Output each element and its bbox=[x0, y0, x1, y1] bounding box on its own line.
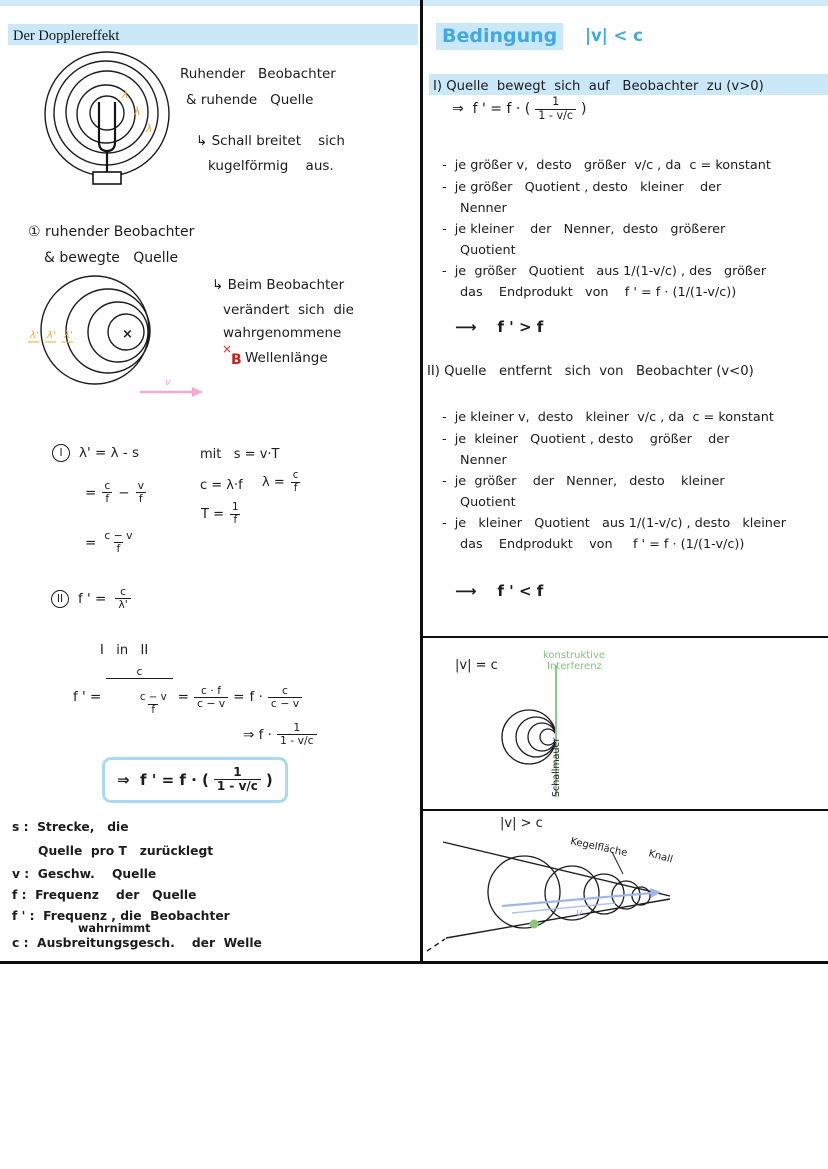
legend-f: f : Frequenz der Quelle bbox=[12, 888, 197, 902]
mit-note: mit s = v·T bbox=[200, 447, 280, 462]
case0-note1: ↳ Schall breitet sich bbox=[196, 133, 345, 149]
aux-lambda-pre: λ = bbox=[262, 474, 285, 490]
lambda-prime-mark: λ' bbox=[30, 330, 39, 341]
aux-T-over-f bbox=[201, 502, 242, 526]
final-formula-box bbox=[102, 757, 288, 803]
roman-one-circled: I bbox=[52, 444, 70, 462]
formula-post: ) bbox=[581, 101, 587, 118]
interference-annotation-line1: konstruktive bbox=[543, 650, 606, 661]
inner-fraction bbox=[137, 692, 170, 716]
frac-num: 1 bbox=[293, 721, 301, 734]
lambda-mark: λ bbox=[134, 105, 141, 118]
aux-lambda-over bbox=[262, 470, 301, 494]
frac-den: 1 - v/c bbox=[277, 734, 317, 747]
bullet-item-continuation: das Endprodukt von f ' = f · (1/(1-v/c)) bbox=[460, 285, 737, 300]
bullet-item: - je größer Quotient aus 1/(1-v/c) , des größer bbox=[442, 264, 767, 279]
case0-line1: Ruhender Beobachter bbox=[180, 66, 336, 82]
eq6-pre: ⇒ f · bbox=[243, 726, 272, 743]
case0-note2: kugelförmig aus. bbox=[208, 158, 334, 174]
wavelength-prime-marks bbox=[28, 330, 73, 342]
final-pre: ⇒ f ' = f · ( bbox=[117, 770, 209, 789]
frac-num: 1 bbox=[552, 95, 560, 108]
eq5c-pre: f · bbox=[249, 689, 263, 706]
bullet-item-continuation: Quotient bbox=[460, 243, 516, 258]
bullet-item: - je größer v, desto größer v/c , da c = konstant bbox=[442, 158, 771, 173]
source-velocity-arrow bbox=[140, 377, 203, 397]
eq5-eq2: = bbox=[233, 689, 245, 706]
frac-den: f bbox=[230, 514, 240, 527]
lambda-prime-mark: λ' bbox=[47, 330, 56, 341]
lambda-mark: λ bbox=[122, 88, 129, 101]
lambda-prime-mark: λ' bbox=[64, 330, 73, 341]
bullet-item-continuation: Nenner bbox=[460, 453, 507, 468]
velocity-label: v bbox=[576, 906, 583, 919]
case0-line2: & ruhende Quelle bbox=[186, 92, 314, 108]
case1-note1: ↳ Beim Beobachter bbox=[212, 277, 345, 293]
bullet-item: - je größer Quotient , desto kleiner der bbox=[442, 180, 722, 195]
bullet-item-continuation: das Endprodukt von f ' = f · (1/(1-v/c)) bbox=[460, 537, 745, 552]
frac-num: c − v bbox=[139, 691, 167, 704]
derivation-step4 bbox=[51, 586, 131, 611]
fraction-c-cv bbox=[268, 685, 302, 710]
frac-num: c bbox=[136, 665, 143, 678]
derivation-step2 bbox=[85, 480, 147, 505]
derivation-substituted bbox=[73, 666, 302, 728]
page-title-highlight bbox=[8, 24, 418, 45]
case-towards-heading-highlight bbox=[429, 74, 828, 95]
fraction-1-1vc bbox=[214, 766, 261, 794]
frac-num: 1 bbox=[231, 501, 239, 513]
frac-den: f bbox=[114, 542, 124, 555]
page-title: Der Dopplereffekt bbox=[13, 28, 120, 44]
bullet-item: - je kleiner v, desto kleiner v/c , da c = konstant bbox=[442, 410, 774, 425]
fraction-cf-cv bbox=[194, 685, 228, 710]
frac-den: 1 - v/c bbox=[214, 779, 261, 793]
frac-den: f bbox=[148, 704, 158, 716]
frac-num: c bbox=[104, 479, 111, 492]
frac-num: 1 bbox=[233, 765, 242, 779]
legend-fprime-line2: wahrnimmt bbox=[78, 922, 151, 935]
eq1-text: λ' = λ - s bbox=[79, 445, 140, 461]
case-towards-formula bbox=[452, 96, 587, 122]
derivation-step6 bbox=[243, 722, 317, 747]
sonic-boom-label: Knall bbox=[647, 848, 674, 866]
sound-barrier-drawing bbox=[430, 645, 630, 805]
fraction-1-f bbox=[229, 502, 242, 526]
bullet-item: - je kleiner Quotient , desto größer der bbox=[442, 432, 730, 447]
condition-title: Bedingung bbox=[442, 25, 558, 47]
eq2-minus: − bbox=[118, 484, 130, 501]
derivation-step3 bbox=[85, 530, 136, 555]
eq5-pre: f ' = bbox=[73, 689, 102, 706]
frac-den: 1 - v/c bbox=[535, 109, 576, 123]
frac-num: v bbox=[137, 479, 144, 492]
sound-barrier-wall-label: Schallmauer bbox=[551, 737, 562, 797]
fraction-1-1vc bbox=[277, 722, 317, 747]
fraction-1-1vc bbox=[535, 96, 576, 122]
case-towards-result: ⟶ f ' > f bbox=[455, 318, 544, 336]
case1-heading1: ① ruhender Beobachter bbox=[28, 224, 195, 240]
moving-source-drawing bbox=[25, 268, 220, 410]
lambda-mark: λ bbox=[146, 122, 153, 135]
legend-fprime-line1: f ' : Frequenz , die Beobachter bbox=[12, 909, 230, 923]
cone-surface-label: Kegelfläche bbox=[569, 836, 629, 859]
section-divider-2 bbox=[422, 809, 828, 811]
frac-num: c bbox=[120, 585, 126, 598]
mach-cone-drawing bbox=[424, 812, 828, 962]
fraction-v-f bbox=[135, 480, 147, 505]
frac-num: c bbox=[282, 683, 288, 697]
bullet-item-continuation: Quotient bbox=[460, 495, 516, 510]
fraction-cv-f bbox=[101, 530, 135, 555]
nested-fraction bbox=[106, 666, 172, 728]
formula-pre: ⇒ f ' = f · ( bbox=[452, 101, 531, 118]
eq5-eq1: = bbox=[177, 689, 189, 706]
fraction-c-lambdaprime bbox=[115, 586, 130, 611]
condition-value: |v| < c bbox=[585, 26, 643, 45]
eq3-pre: = bbox=[85, 534, 97, 551]
eq4-pre: f ' = bbox=[78, 590, 107, 607]
fraction-c-f bbox=[290, 470, 302, 494]
frac-num: c · f bbox=[201, 683, 222, 697]
interference-annotation-line2: Interferenz bbox=[547, 661, 602, 672]
derivation-step1 bbox=[52, 444, 139, 462]
frac-den: c − v bbox=[268, 697, 302, 710]
case1-note3: wahrgenommene bbox=[223, 325, 342, 341]
observer-label: B bbox=[231, 352, 242, 368]
stationary-source-drawing bbox=[30, 50, 190, 195]
frac-den: λ' bbox=[115, 598, 130, 611]
case-away-heading: II) Quelle entfernt sich von Beobachter (v<0) bbox=[427, 364, 754, 379]
case-towards-heading: I) Quelle bewegt sich auf Beobachter zu (v>0) bbox=[433, 79, 764, 94]
observer-cross-icon: × bbox=[222, 342, 233, 356]
bullet-item: - je größer der Nenner, desto kleiner bbox=[442, 474, 725, 489]
section-divider-1 bbox=[422, 636, 828, 638]
velocity-label: v bbox=[165, 377, 171, 388]
bullet-item: - je kleiner Quotient aus 1/(1-v/c) , desto kleiner bbox=[442, 516, 787, 531]
column-divider bbox=[420, 0, 423, 962]
frac-den: f bbox=[136, 492, 146, 505]
frac-den: f bbox=[102, 492, 112, 505]
case1-heading2: & bewegte Quelle bbox=[44, 250, 179, 266]
eq2-pre: = bbox=[85, 484, 97, 501]
frac-num: c − v bbox=[104, 529, 133, 542]
legend-v: v : Geschw. Quelle bbox=[12, 867, 157, 881]
aux-T-pre: T = bbox=[201, 506, 224, 522]
legend-c: c : Ausbreitungsgesch. der Welle bbox=[12, 936, 262, 950]
roman-two-circled: II bbox=[51, 590, 69, 608]
compressed-wave-circles bbox=[41, 276, 150, 384]
source-position-dot bbox=[530, 920, 539, 929]
frac-num: c bbox=[292, 469, 299, 481]
condition-title-highlight bbox=[436, 23, 563, 50]
supersonic-label: |v| > c bbox=[500, 816, 543, 831]
top-edge-highlight bbox=[0, 0, 828, 6]
frac-den-nested bbox=[106, 678, 172, 728]
legend-s-line1: s : Strecke, die bbox=[12, 820, 129, 834]
tangent-wave-circles bbox=[502, 710, 556, 764]
fraction-c-f bbox=[101, 480, 113, 505]
case-away-result: ⟶ f ' < f bbox=[455, 582, 544, 600]
frac-den: f bbox=[291, 482, 301, 495]
final-post: ) bbox=[265, 770, 273, 789]
case1-note4: Wellenlänge bbox=[245, 350, 328, 366]
legend-s-line2: Quelle pro T zurücklegt bbox=[38, 844, 214, 858]
bullet-item: - je kleiner der Nenner, desto größerer bbox=[442, 222, 726, 237]
observer-mark bbox=[222, 342, 242, 368]
frac-den: c − v bbox=[194, 697, 228, 710]
substitution-note: I in II bbox=[100, 643, 149, 658]
cone-lines bbox=[427, 842, 670, 951]
aux-c-lambda-f: c = λ·f bbox=[200, 478, 243, 493]
case1-note2: verändert sich die bbox=[223, 302, 354, 318]
bottom-rule bbox=[0, 961, 828, 964]
bullet-item-continuation: Nenner bbox=[460, 201, 507, 216]
sound-barrier-label: |v| = c bbox=[455, 658, 498, 673]
source-center-mark: × bbox=[122, 327, 133, 342]
